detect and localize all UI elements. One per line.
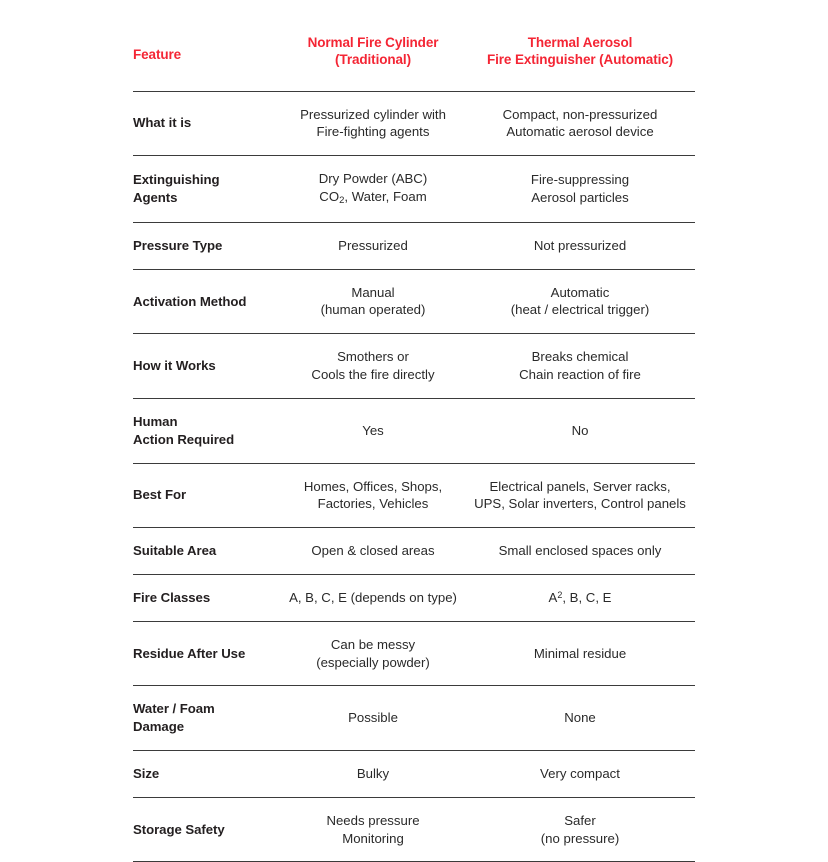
feature-line1: Pressure Type xyxy=(133,237,223,253)
feature-line1: Extinguishing xyxy=(133,172,220,188)
table-row xyxy=(133,797,695,862)
cell-b-line1: Fire-suppressing xyxy=(530,172,630,188)
cell-thermal-aerosol xyxy=(465,528,695,575)
header-col-a-line2: (Traditional) xyxy=(335,52,411,68)
cell-a-line2: (especially powder) xyxy=(316,654,430,670)
feature-line2: Action Required xyxy=(133,431,235,447)
cell-b-line1: Small enclosed spaces only xyxy=(498,543,662,559)
header-row xyxy=(133,34,695,91)
cell-thermal-aerosol xyxy=(465,574,695,621)
cell-a-line1: Pressurized xyxy=(338,237,408,253)
cell-a-line1: Needs pressure xyxy=(326,812,420,828)
feature-line1: Residue After Use xyxy=(133,645,246,661)
table-row xyxy=(133,222,695,269)
cell-normal-fire-cylinder xyxy=(281,269,465,334)
table-row xyxy=(133,156,695,223)
cell-b-line1: Compact, non-pressurized xyxy=(502,106,658,122)
table-body xyxy=(133,91,695,862)
cell-a-line1: Open & closed areas xyxy=(311,543,435,559)
row-feature-label xyxy=(133,686,281,751)
table-row xyxy=(133,621,695,686)
cell-thermal-aerosol xyxy=(465,751,695,798)
table-row xyxy=(133,91,695,156)
cell-normal-fire-cylinder xyxy=(281,463,465,528)
feature-line1: Activation Method xyxy=(133,293,247,309)
cell-a-line1: Manual xyxy=(351,284,395,300)
cell-b-line1: Breaks chemical xyxy=(531,349,629,365)
cell-a-line2: Monitoring xyxy=(342,830,404,846)
row-feature-label xyxy=(133,269,281,334)
cell-thermal-aerosol xyxy=(465,398,695,463)
feature-line1: Human xyxy=(133,413,178,429)
feature-line1: What it is xyxy=(133,115,192,131)
cell-b-line1: Safer xyxy=(564,812,596,828)
cell-b-line1: None xyxy=(564,710,596,726)
header-col-b-line1: Thermal Aerosol xyxy=(527,35,633,50)
fire-extinguisher-comparison-table xyxy=(133,34,695,862)
cell-normal-fire-cylinder xyxy=(281,222,465,269)
cell-normal-fire-cylinder xyxy=(281,621,465,686)
cell-thermal-aerosol xyxy=(465,222,695,269)
cell-normal-fire-cylinder xyxy=(281,528,465,575)
cell-b-line2: (no pressure) xyxy=(540,830,620,846)
header-feature xyxy=(133,34,281,91)
feature-line2: Damage xyxy=(133,719,185,735)
header-normal-fire-cylinder xyxy=(281,34,465,91)
cell-a-line1: Smothers or xyxy=(337,349,409,365)
cell-b-line1: Very compact xyxy=(540,766,620,782)
row-feature-label xyxy=(133,797,281,862)
feature-line1: Storage Safety xyxy=(133,821,225,837)
cell-normal-fire-cylinder xyxy=(281,574,465,621)
table-row xyxy=(133,574,695,621)
cell-a-line1: Can be messy xyxy=(330,636,416,652)
feature-line1: Water / Foam xyxy=(133,701,215,717)
row-feature-label xyxy=(133,528,281,575)
cell-thermal-aerosol xyxy=(465,156,695,223)
cell-normal-fire-cylinder xyxy=(281,797,465,862)
row-feature-label xyxy=(133,751,281,798)
cell-a-line2: (human operated) xyxy=(320,302,426,318)
cell-thermal-aerosol xyxy=(465,686,695,751)
cell-a-line2: $CO_2$, Water, Foam xyxy=(319,188,427,207)
feature-line2: Agents xyxy=(133,190,178,205)
cell-thermal-aerosol xyxy=(465,621,695,686)
row-feature-label xyxy=(133,222,281,269)
table-row xyxy=(133,463,695,528)
cell-normal-fire-cylinder xyxy=(281,334,465,399)
feature-line1: How it Works xyxy=(133,358,216,374)
cell-a-line1: A, B, C, E (depends on type) xyxy=(289,589,457,605)
cell-normal-fire-cylinder xyxy=(281,398,465,463)
table-row xyxy=(133,269,695,334)
table-row xyxy=(133,686,695,751)
table-row xyxy=(133,751,695,798)
cell-a-line1: Pressurized cylinder with xyxy=(300,106,446,122)
cell-b-line1: Automatic xyxy=(550,284,610,300)
row-feature-label xyxy=(133,398,281,463)
cell-a-line1: Yes xyxy=(362,422,384,438)
row-feature-label xyxy=(133,574,281,621)
cell-a-line1: Possible xyxy=(348,710,398,726)
table-row xyxy=(133,528,695,575)
table-header xyxy=(133,34,695,91)
row-feature-label xyxy=(133,463,281,528)
cell-a-line2: Cools the fire directly xyxy=(311,367,435,383)
cell-b-line2: Aerosol particles xyxy=(531,190,629,205)
row-feature-label xyxy=(133,91,281,156)
row-feature-label xyxy=(133,334,281,399)
feature-line1: Fire Classes xyxy=(133,589,211,605)
cell-normal-fire-cylinder xyxy=(281,686,465,751)
feature-line1: Suitable Area xyxy=(133,543,217,559)
cell-a-line1: Dry Powder (ABC) xyxy=(318,171,428,187)
cell-normal-fire-cylinder xyxy=(281,751,465,798)
cell-b-line1: $A^2$, B, C, E xyxy=(548,589,612,605)
cell-a-line1: Homes, Offices, Shops, xyxy=(303,478,443,494)
cell-thermal-aerosol xyxy=(465,463,695,528)
header-feature-label: Feature xyxy=(133,47,182,62)
cell-thermal-aerosol xyxy=(465,797,695,862)
cell-a-line1: Bulky xyxy=(356,766,390,782)
feature-line1: Best For xyxy=(133,487,187,503)
cell-a-line2: Fire-fighting agents xyxy=(316,124,430,140)
feature-line1: Size xyxy=(133,766,160,782)
row-feature-label xyxy=(133,621,281,686)
row-feature-label xyxy=(133,156,281,223)
table-row xyxy=(133,398,695,463)
header-col-b-line2: Fire Extinguisher (Automatic) xyxy=(486,52,674,68)
header-thermal-aerosol-extinguisher xyxy=(465,34,695,91)
cell-b-line2: UPS, Solar inverters, Control panels xyxy=(474,496,686,512)
cell-b-line2: Automatic aerosol device xyxy=(506,124,654,140)
cell-b-line1: No xyxy=(571,422,589,438)
cell-b-line2: (heat / electrical trigger) xyxy=(510,302,650,318)
table-container xyxy=(133,34,695,862)
cell-normal-fire-cylinder xyxy=(281,91,465,156)
cell-b-line1: Minimal residue xyxy=(533,645,627,661)
table-row xyxy=(133,334,695,399)
cell-thermal-aerosol xyxy=(465,91,695,156)
cell-thermal-aerosol xyxy=(465,334,695,399)
cell-normal-fire-cylinder xyxy=(281,156,465,223)
cell-b-line1: Not pressurized xyxy=(533,237,627,253)
cell-b-line2: Chain reaction of fire xyxy=(519,367,641,383)
cell-thermal-aerosol xyxy=(465,269,695,334)
header-col-a-line1: Normal Fire Cylinder xyxy=(307,35,439,50)
cell-b-line1: Electrical panels, Server racks, xyxy=(489,478,671,494)
cell-a-line2: Factories, Vehicles xyxy=(317,496,429,512)
